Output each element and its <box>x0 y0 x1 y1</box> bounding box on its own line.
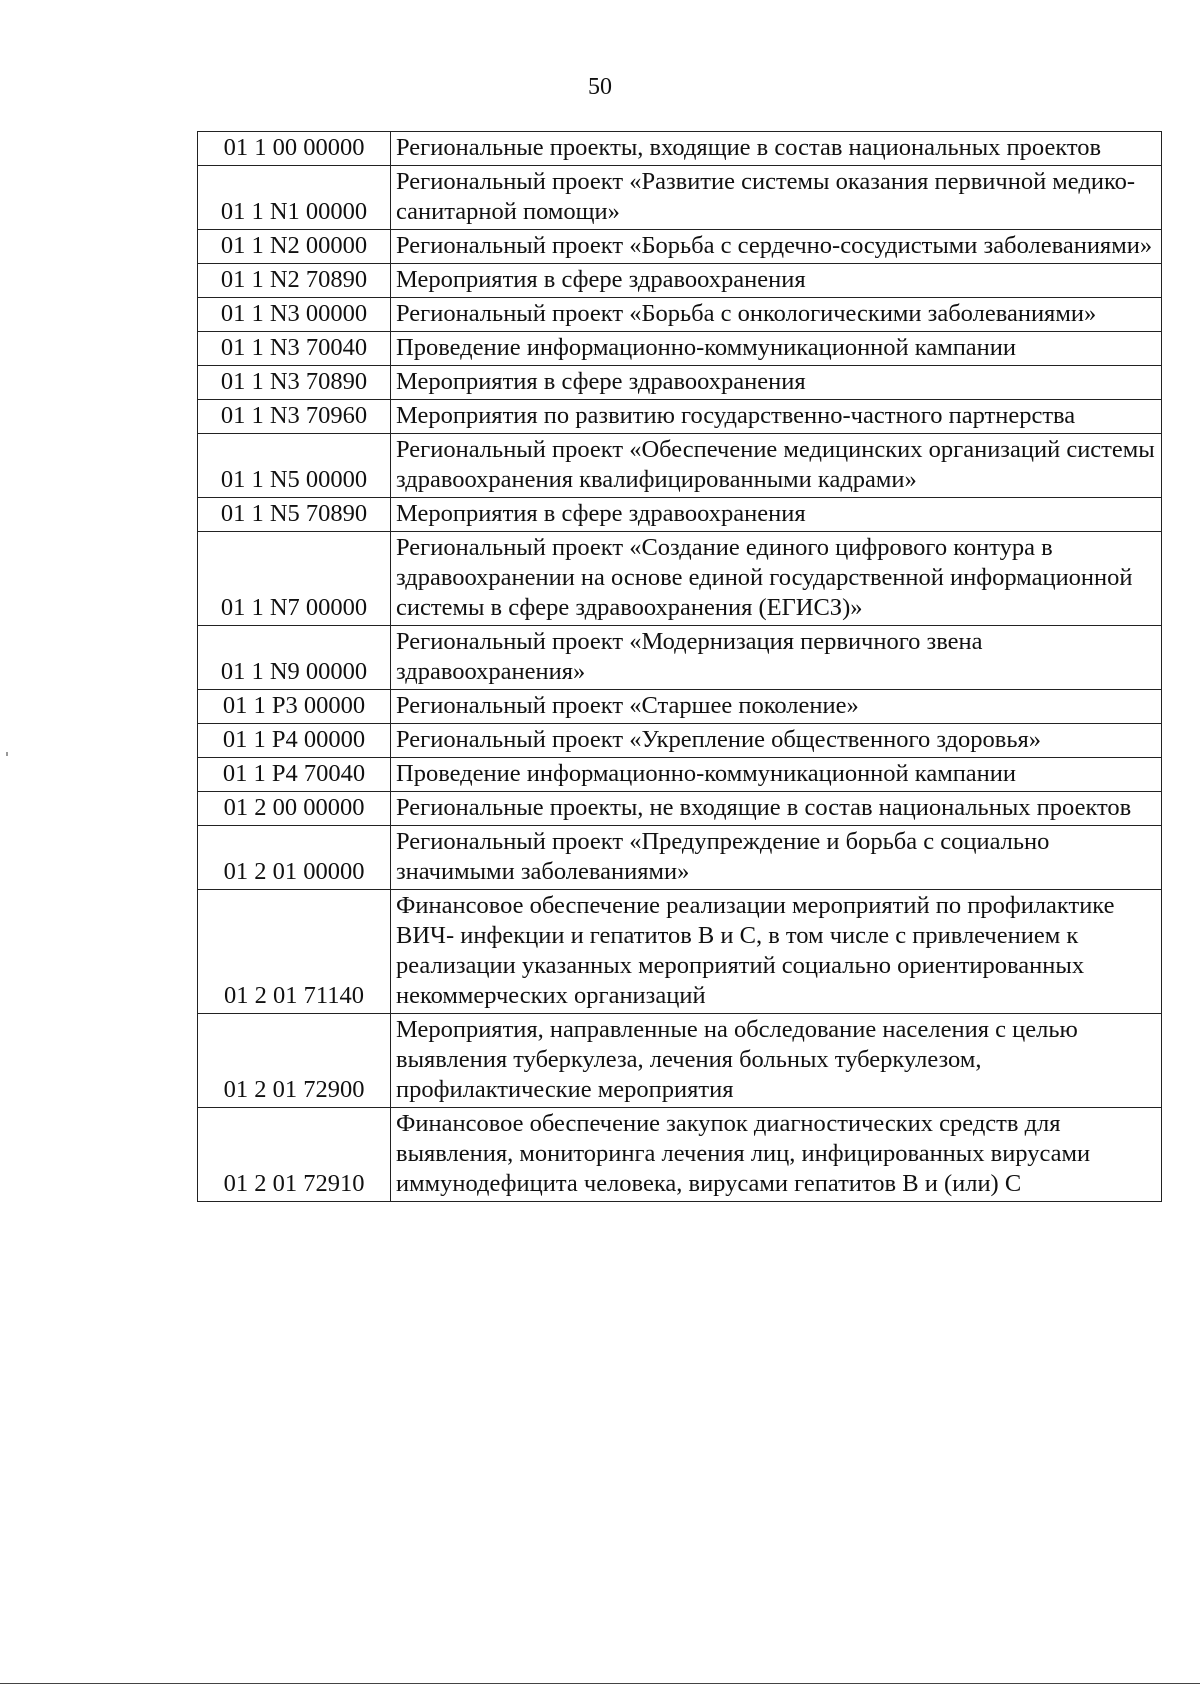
table-row <box>198 132 1162 166</box>
budget-code-cell: 01 2 01 72900 <box>198 1014 391 1108</box>
description-cell: Проведение информационно-коммуникационной кампании <box>391 758 1162 792</box>
table-row <box>198 166 1162 230</box>
table-row <box>198 1014 1162 1108</box>
description-cell: Финансовое обеспечение закупок диагностических средств для выявления, мониторинга лечения лиц, инфицированных вирусами иммунодефицита человека, вирусами гепатитов В и (или) С <box>391 1108 1162 1202</box>
page-number: 50 <box>588 74 612 100</box>
table-row <box>198 366 1162 400</box>
table-row <box>198 792 1162 826</box>
description-cell: Региональный проект «Борьба с онкологическими заболеваниями» <box>391 298 1162 332</box>
table-row <box>198 1108 1162 1202</box>
budget-code-cell: 01 2 01 71140 <box>198 890 391 1014</box>
budget-code-cell: 01 1 N3 70890 <box>198 366 391 400</box>
budget-code-cell: 01 2 00 00000 <box>198 792 391 826</box>
description-cell: Мероприятия в сфере здравоохранения <box>391 366 1162 400</box>
description-cell: Мероприятия в сфере здравоохранения <box>391 264 1162 298</box>
budget-code-cell: 01 1 N5 70890 <box>198 498 391 532</box>
budget-code-cell: 01 1 P4 00000 <box>198 724 391 758</box>
table-row <box>198 626 1162 690</box>
description-cell: Мероприятия по развитию государственно-частного партнерства <box>391 400 1162 434</box>
budget-code-cell: 01 1 N3 00000 <box>198 298 391 332</box>
description-cell: Региональный проект «Старшее поколение» <box>391 690 1162 724</box>
description-cell: Проведение информационно-коммуникационной кампании <box>391 332 1162 366</box>
table-row <box>198 332 1162 366</box>
table-row <box>198 400 1162 434</box>
table-row <box>198 690 1162 724</box>
description-cell: Региональный проект «Борьба с сердечно-сосудистыми заболеваниями» <box>391 230 1162 264</box>
description-cell: Финансовое обеспечение реализации мероприятий по профилактике ВИЧ- инфекции и гепатитов В и С, в том числе с привлечением к реализации указанных мероприятий социально ориентированных некоммерческих организаций <box>391 890 1162 1014</box>
description-cell: Мероприятия, направленные на обследование населения с целью выявления туберкулеза, лечения больных туберкулезом, профилактические мероприятия <box>391 1014 1162 1108</box>
budget-code-cell: 01 1 N3 70960 <box>198 400 391 434</box>
budget-code-table <box>197 131 1162 1202</box>
description-cell: Региональный проект «Укрепление общественного здоровья» <box>391 724 1162 758</box>
description-cell: Региональный проект «Предупреждение и борьба с социально значимыми заболеваниями» <box>391 826 1162 890</box>
table-row <box>198 498 1162 532</box>
budget-code-cell: 01 1 N2 00000 <box>198 230 391 264</box>
budget-code-cell: 01 1 00 00000 <box>198 132 391 166</box>
budget-code-cell: 01 1 N5 00000 <box>198 434 391 498</box>
table-row <box>198 890 1162 1014</box>
table-row <box>198 826 1162 890</box>
table-row <box>198 758 1162 792</box>
description-cell: Региональный проект «Создание единого цифрового контура в здравоохранении на основе единой государственной информационной системы в сфере здравоохранения (ЕГИСЗ)» <box>391 532 1162 626</box>
table-row <box>198 230 1162 264</box>
table-body <box>198 132 1162 1202</box>
budget-code-cell: 01 1 N7 00000 <box>198 532 391 626</box>
table-row <box>198 724 1162 758</box>
description-cell: Региональные проекты, входящие в состав национальных проектов <box>391 132 1162 166</box>
budget-code-cell: 01 1 P3 00000 <box>198 690 391 724</box>
budget-code-cell: 01 2 01 00000 <box>198 826 391 890</box>
description-cell: Региональные проекты, не входящие в состав национальных проектов <box>391 792 1162 826</box>
table-row <box>198 298 1162 332</box>
scan-mark <box>6 752 8 756</box>
budget-code-cell: 01 1 P4 70040 <box>198 758 391 792</box>
description-cell: Региональный проект «Развитие системы оказания первичной медико-санитарной помощи» <box>391 166 1162 230</box>
table-row <box>198 532 1162 626</box>
description-cell: Мероприятия в сфере здравоохранения <box>391 498 1162 532</box>
budget-code-cell: 01 1 N3 70040 <box>198 332 391 366</box>
table-row <box>198 434 1162 498</box>
budget-code-cell: 01 1 N2 70890 <box>198 264 391 298</box>
description-cell: Региональный проект «Обеспечение медицинских организаций системы здравоохранения квалифицированными кадрами» <box>391 434 1162 498</box>
budget-code-cell: 01 1 N9 00000 <box>198 626 391 690</box>
budget-code-cell: 01 1 N1 00000 <box>198 166 391 230</box>
description-cell: Региональный проект «Модернизация первичного звена здравоохранения» <box>391 626 1162 690</box>
budget-code-cell: 01 2 01 72910 <box>198 1108 391 1202</box>
table-row <box>198 264 1162 298</box>
bottom-rule <box>0 1683 1200 1684</box>
